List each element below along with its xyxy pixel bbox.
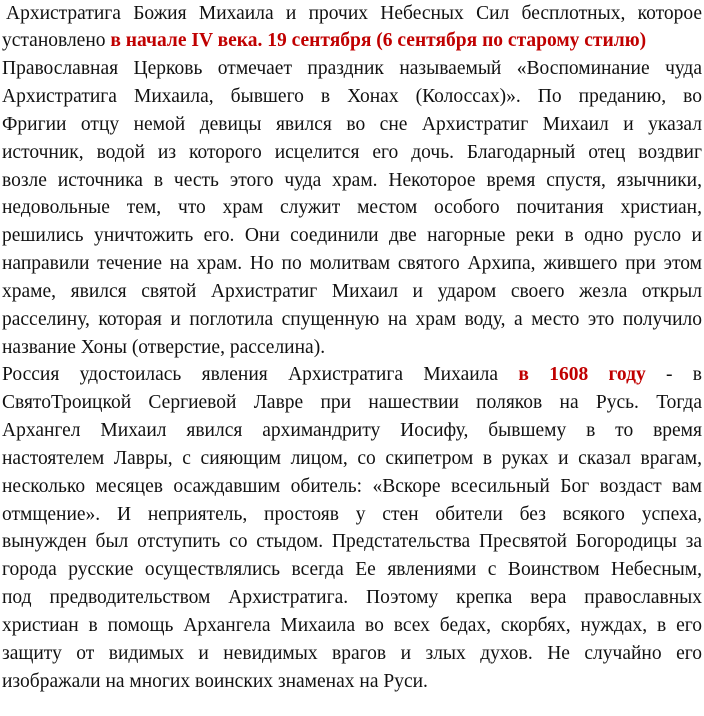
text-span: храме, явился святой Архистратиг Михаил и ударом своего жезла открыл	[2, 281, 702, 302]
text-span: направили течение на храм. Но по молитвам святого Архипа, жившего при этом	[2, 253, 702, 274]
text-span: название Хоны (отверстие, расселина).	[2, 337, 326, 358]
text-span: вынужден был отступить со стыдом. Предстательства Пресвятой Богородицы за	[2, 531, 702, 552]
paragraph1-line8	[2, 194, 702, 221]
paragraph1-line4	[2, 83, 702, 110]
paragraph2-line9	[2, 584, 702, 611]
text-span: под предводительством Архистратига. Поэтому крепка вера православных	[2, 587, 702, 608]
text-span: христиан в помощь Архангела Михаила во всех бедах, скорбях, нуждах, в его	[2, 615, 702, 636]
text-span: настоятелем Лавры, с сияющим лицом, со скипетром в руках и сказал врагам,	[2, 448, 702, 469]
paragraph2-line8	[2, 556, 702, 583]
text-span: Архистратига Михаила, бывшего в Хонах (Колоссах)». По преданию, во	[2, 86, 702, 107]
text-span: источник, водой из которого исцелится его дочь. Благодарный отец воздвиг	[2, 142, 702, 163]
paragraph1-line12	[2, 306, 702, 333]
paragraph1-line6	[2, 139, 702, 166]
paragraph1-line10	[2, 250, 702, 277]
paragraph2-line1	[2, 361, 702, 388]
text-span: решились уничтожить его. Они соединили две нагорные реки в одно русло и	[2, 225, 702, 246]
text-span: недовольные тем, что храм служит местом особого почитания христиан,	[2, 197, 702, 218]
text-span: изображали на многих воинских знаменах на Руси.	[2, 671, 428, 692]
paragraph2-line11	[2, 640, 702, 667]
paragraph1-line5	[2, 111, 702, 138]
paragraph2-line7	[2, 528, 702, 555]
text-span: Россия удостоилась явления Архистратига Михаила	[2, 364, 499, 385]
paragraph1-line11	[2, 278, 702, 305]
text-span: СвятоТроицкой Сергиевой Лавре при нашествии поляков на Русь. Тогда	[2, 392, 702, 413]
paragraph2-line12	[2, 668, 428, 695]
text-span: города русские осуществлялись всегда Ее явлениями с Воинством Небесным,	[2, 559, 702, 580]
paragraph2-line5	[2, 473, 702, 500]
text-span: несколько месяцев осаждавшим обитель: «Вскоре всесильный Бог воздаст вам	[2, 476, 702, 497]
text-span: Архангел Михаил явился архимандриту Иосифу, бывшему в то время	[2, 420, 702, 441]
text-span: установлено	[2, 30, 111, 51]
highlight-date-4th-century: в начале IV века. 19 сентября (6 сентября по старому стилю)	[110, 30, 647, 51]
highlight-year-1608: в 1608 году	[518, 364, 646, 385]
text-span: расселину, которая и поглотила спущенную на храм воду, а место это получило	[2, 309, 702, 330]
paragraph2-line3	[2, 417, 702, 444]
paragraph2-line2	[2, 389, 702, 416]
paragraph1-line13	[2, 334, 325, 361]
paragraph1-line7	[2, 167, 702, 194]
paragraph1-line2	[2, 27, 646, 54]
text-span: Фригии отцу немой девицы явился во сне Архистратиг Михаил и указал	[2, 114, 702, 135]
text-span: отмщение». И неприятель, простояв у стен обители без всякого успеха,	[2, 504, 702, 525]
paragraph1-line3	[2, 55, 702, 82]
text-span: - в	[666, 364, 703, 385]
text-span: Православная Церковь отмечает праздник называемый «Воспоминание чуда	[2, 58, 702, 79]
paragraph2-line6	[2, 501, 702, 528]
paragraph1-line1	[6, 0, 702, 27]
text-span: Архистратига Божия Михаила и прочих Небесных Сил бесплотных, которое	[6, 3, 702, 24]
text-span: возле источника в честь этого чуда храм. Некоторое время спустя, язычники,	[2, 170, 702, 191]
text-span: защиту от видимых и невидимых врагов и злых духов. Не случайно его	[2, 643, 702, 664]
paragraph2-line4	[2, 445, 702, 472]
paragraph1-line9	[2, 222, 702, 249]
paragraph2-line10	[2, 612, 702, 639]
